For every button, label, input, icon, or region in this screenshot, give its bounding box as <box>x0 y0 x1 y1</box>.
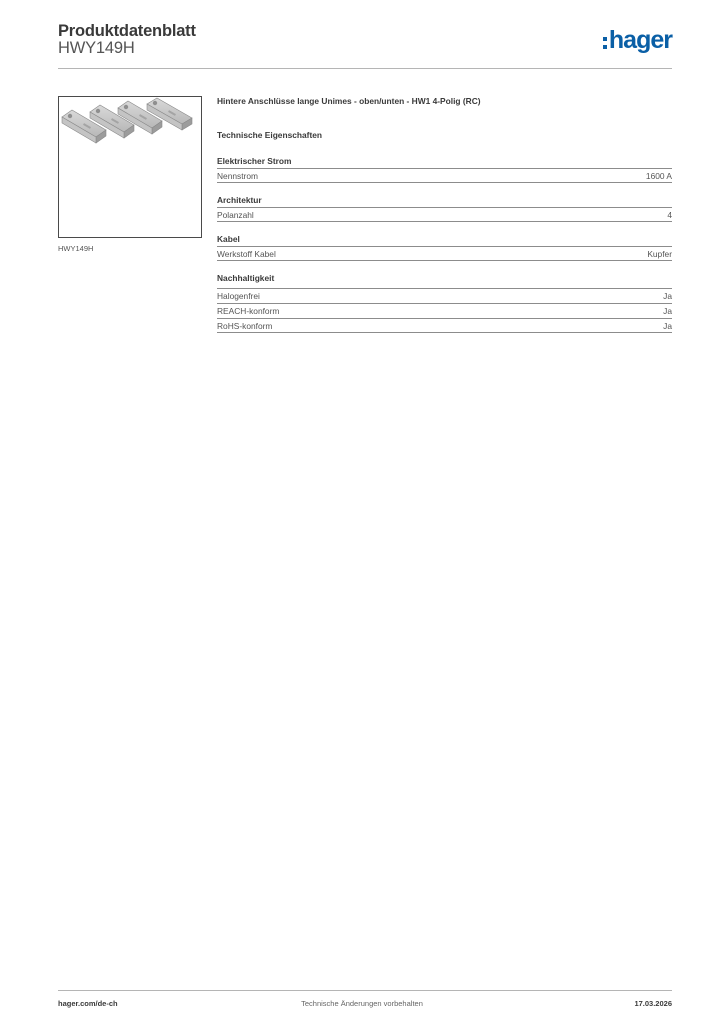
spec-row <box>217 288 672 303</box>
document-title: Produktdatenblatt <box>58 22 196 40</box>
footer-date: 17.03.2026 <box>634 999 672 1008</box>
group-title-sustainability: Nachhaltigkeit <box>217 273 275 283</box>
group-title-electrical: Elektrischer Strom <box>217 156 292 166</box>
section-heading-technical: Technische Eigenschaften <box>217 130 323 140</box>
spec-label: REACH-konform <box>217 306 280 316</box>
group-title-cable: Kabel <box>217 234 240 244</box>
spec-row <box>217 318 672 333</box>
spec-value: 1600 A <box>645 171 672 181</box>
spec-value: Kupfer <box>647 249 672 259</box>
product-image <box>58 96 202 238</box>
spec-label: Polanzahl <box>217 210 254 220</box>
header-divider <box>58 68 672 69</box>
spec-row <box>217 303 672 318</box>
page-header <box>58 20 672 68</box>
spec-label: Halogenfrei <box>217 291 260 301</box>
spec-value: Ja <box>663 291 672 301</box>
spec-value: Ja <box>663 306 672 316</box>
logo-colon-icon <box>603 37 607 49</box>
footer-divider <box>58 990 672 991</box>
terminal-connectors-illustration <box>59 97 201 237</box>
spec-value: 4 <box>667 210 672 220</box>
spec-row <box>217 168 672 183</box>
spec-label: Werkstoff Kabel <box>217 249 276 259</box>
spec-label: RoHS-konform <box>217 321 273 331</box>
spec-value: Ja <box>663 321 672 331</box>
logo-text: hager <box>608 26 672 54</box>
spec-label: Nennstrom <box>217 171 258 181</box>
group-title-architecture: Architektur <box>217 195 262 205</box>
image-caption: HWY149H <box>58 244 94 253</box>
spec-row <box>217 246 672 261</box>
hager-logo[interactable] <box>603 26 672 54</box>
product-description: Hintere Anschlüsse lange Unimes - oben/unten - HW1 4-Polig (RC) <box>217 96 481 106</box>
spec-row <box>217 207 672 222</box>
footer-website-link[interactable]: hager.com/de-ch <box>58 999 118 1008</box>
footer-notice: Technische Änderungen vorbehalten <box>301 999 423 1008</box>
product-code: HWY149H <box>58 39 135 57</box>
